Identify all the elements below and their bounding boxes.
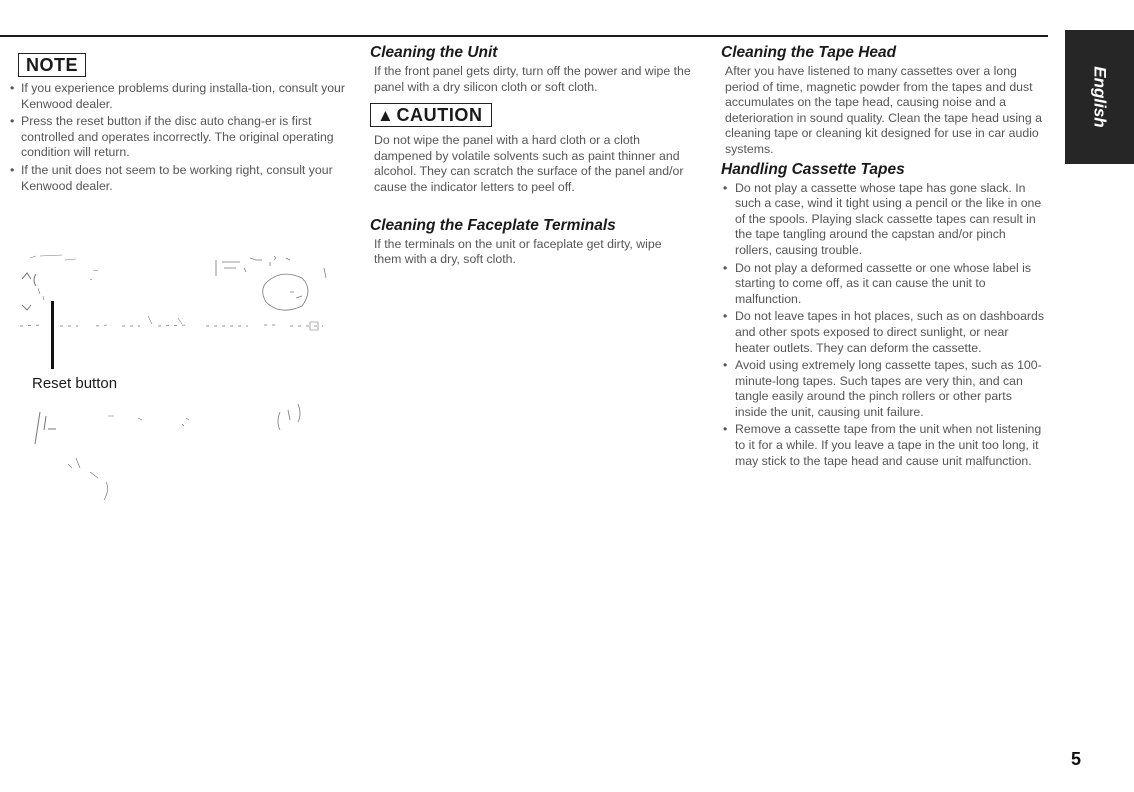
down-arrow-icon [22, 305, 31, 310]
warning-triangle-icon: ▲ [377, 105, 395, 125]
column-notes [8, 44, 348, 196]
list-item: • Press the reset button if the disc auto chang-er is first controlled and operates incorrectly. The original operating condition will return. [8, 114, 348, 161]
list-item: • Do not leave tapes in hot places, such as on dashboards and other spots exposed to direct sunlight, or near heater outlets. They can deform the cassette. [721, 309, 1046, 356]
cleaning-unit-text: If the front panel gets dirty, turn off the power and wipe the panel with a dry silicon cloth or soft cloth. [374, 64, 691, 94]
list-item: • Avoid using extremely long cassette tapes, such as 100-minute-long tapes. Such tapes are very thin, and can tangle easily around the pinch rollers or other parts inside the unit, causing unit failure. [721, 358, 1046, 420]
cleaning-unit-heading: Cleaning the Unit [370, 44, 498, 61]
column-tapes [721, 44, 1046, 471]
tape-head-text: After you have listened to many cassettes over a long period of time, magnetic powder from the tapes and dust accumulates on the tape head, causing noise and a deterioration in sound quality. Clean the tape head using a cleaning tape or cleaning kit designed for use in car audio systems. [725, 64, 1042, 156]
control-dial-icon [263, 274, 308, 310]
handling-tapes-heading: Handling Cassette Tapes [721, 160, 905, 178]
note-label: NOTE [18, 53, 86, 77]
page-number: 5 [1071, 749, 1082, 769]
caution-label [370, 103, 492, 127]
cleaning-terminals-text: If the terminals on the unit or faceplate get dirty, wipe them with a dry, soft cloth. [374, 236, 662, 267]
handling-tapes-list [721, 181, 1046, 470]
list-item: • If you experience problems during installa-tion, consult your Kenwood dealer. [8, 81, 348, 112]
language-tab [1065, 30, 1134, 164]
list-item: • If the unit does not seem to be working right, consult your Kenwood dealer. [8, 163, 348, 194]
reset-button-label: Reset button [32, 375, 118, 392]
cleaning-terminals-heading: Cleaning the Faceplate Terminals [370, 216, 616, 234]
list-item: • Do not play a cassette whose tape has gone slack. In such a case, wind it tight using a pencil or the like in one of the spools. Playing slack cassette tapes can result in the tape tangling around the capstan and/or pinch rollers, causing trouble. [721, 181, 1046, 259]
column-cleaning [370, 44, 692, 268]
list-item: • Remove a cassette tape from the unit when not listening to it for a while. If you leave a tape in the unit too long, it may stick to the tape head and cause unit malfunction. [721, 422, 1046, 469]
up-arrow-icon [22, 273, 31, 279]
tape-head-heading: Cleaning the Tape Head [721, 44, 897, 61]
note-list [8, 81, 348, 194]
top-rule [0, 35, 1048, 37]
language-tab-label: English [1090, 66, 1110, 128]
reset-pointer-line [51, 301, 54, 369]
list-item: • Do not play a deformed cassette or one whose label is starting to come off, as it can cause the unit to malfunction. [721, 261, 1046, 308]
caution-text: Do not wipe the panel with a hard cloth or a cloth dampened by volatile solvents such as paint thinner and alcohol. They can scratch the surface of the panel and/or cause the indicator letters to peel off. [374, 133, 684, 194]
caution-text-label: CAUTION [396, 105, 483, 126]
